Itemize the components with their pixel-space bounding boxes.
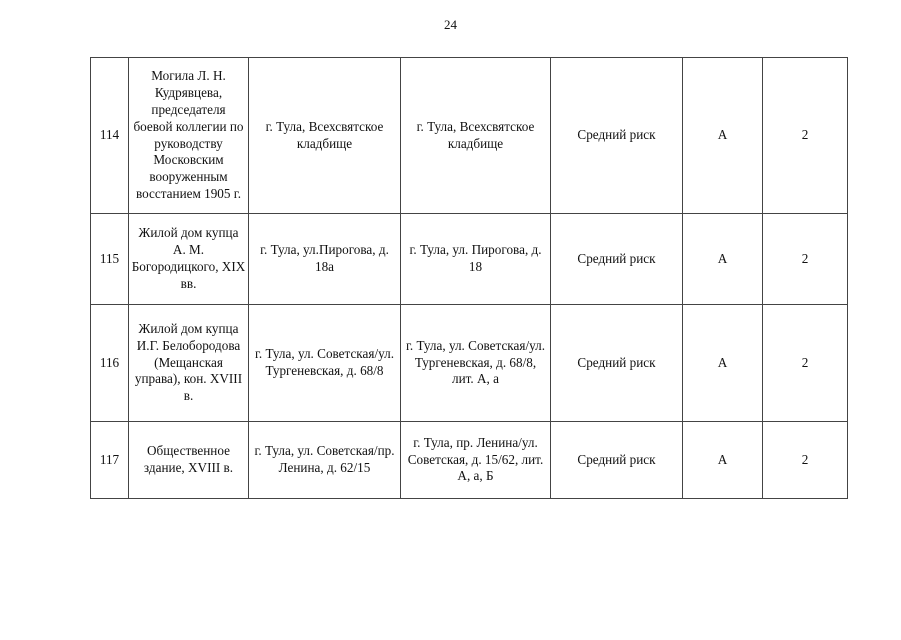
row-number-cell: 116: [91, 305, 129, 422]
row-number-cell: 114: [91, 58, 129, 214]
risk-cell: Средний риск: [551, 58, 683, 214]
object-name-cell: Жилой дом купца А. М. Богородицкого, XIX вв.: [129, 214, 249, 305]
risk-cell: Средний риск: [551, 422, 683, 499]
table-row: [91, 58, 848, 214]
table-row: [91, 422, 848, 499]
class-cell: 2: [763, 214, 848, 305]
class-cell: 2: [763, 58, 848, 214]
class-cell: 2: [763, 422, 848, 499]
category-cell: А: [683, 305, 763, 422]
address-cell: г. Тула, ул.Пирогова, д. 18а: [249, 214, 401, 305]
table-row: [91, 214, 848, 305]
location-cell: г. Тула, ул. Советская/ул. Тургеневская, д. 68/8, лит. А, а: [401, 305, 551, 422]
row-number-cell: 117: [91, 422, 129, 499]
objects-table: [90, 57, 848, 499]
page-number: 24: [444, 17, 457, 32]
row-number-cell: 115: [91, 214, 129, 305]
object-name-cell: Могила Л. Н. Кудрявцева, председателя боевой коллегии по руководству Московским вооруженным восстанием 1905 г.: [129, 58, 249, 214]
object-name-cell: Жилой дом купца И.Г. Белобородова (Мещанская управа), кон. XVIII в.: [129, 305, 249, 422]
location-cell: г. Тула, ул. Пирогова, д. 18: [401, 214, 551, 305]
location-cell: г. Тула, Всехсвятское кладбище: [401, 58, 551, 214]
category-cell: А: [683, 422, 763, 499]
address-cell: г. Тула, ул. Советская/пр. Ленина, д. 62/15: [249, 422, 401, 499]
location-cell: г. Тула, пр. Ленина/ул. Советская, д. 15/62, лит. А, а, Б: [401, 422, 551, 499]
address-cell: г. Тула, Всехсвятское кладбище: [249, 58, 401, 214]
category-cell: А: [683, 214, 763, 305]
object-name-cell: Общественное здание, XVIII в.: [129, 422, 249, 499]
table-row: [91, 305, 848, 422]
risk-cell: Средний риск: [551, 214, 683, 305]
class-cell: 2: [763, 305, 848, 422]
address-cell: г. Тула, ул. Советская/ул. Тургеневская, д. 68/8: [249, 305, 401, 422]
category-cell: А: [683, 58, 763, 214]
risk-cell: Средний риск: [551, 305, 683, 422]
